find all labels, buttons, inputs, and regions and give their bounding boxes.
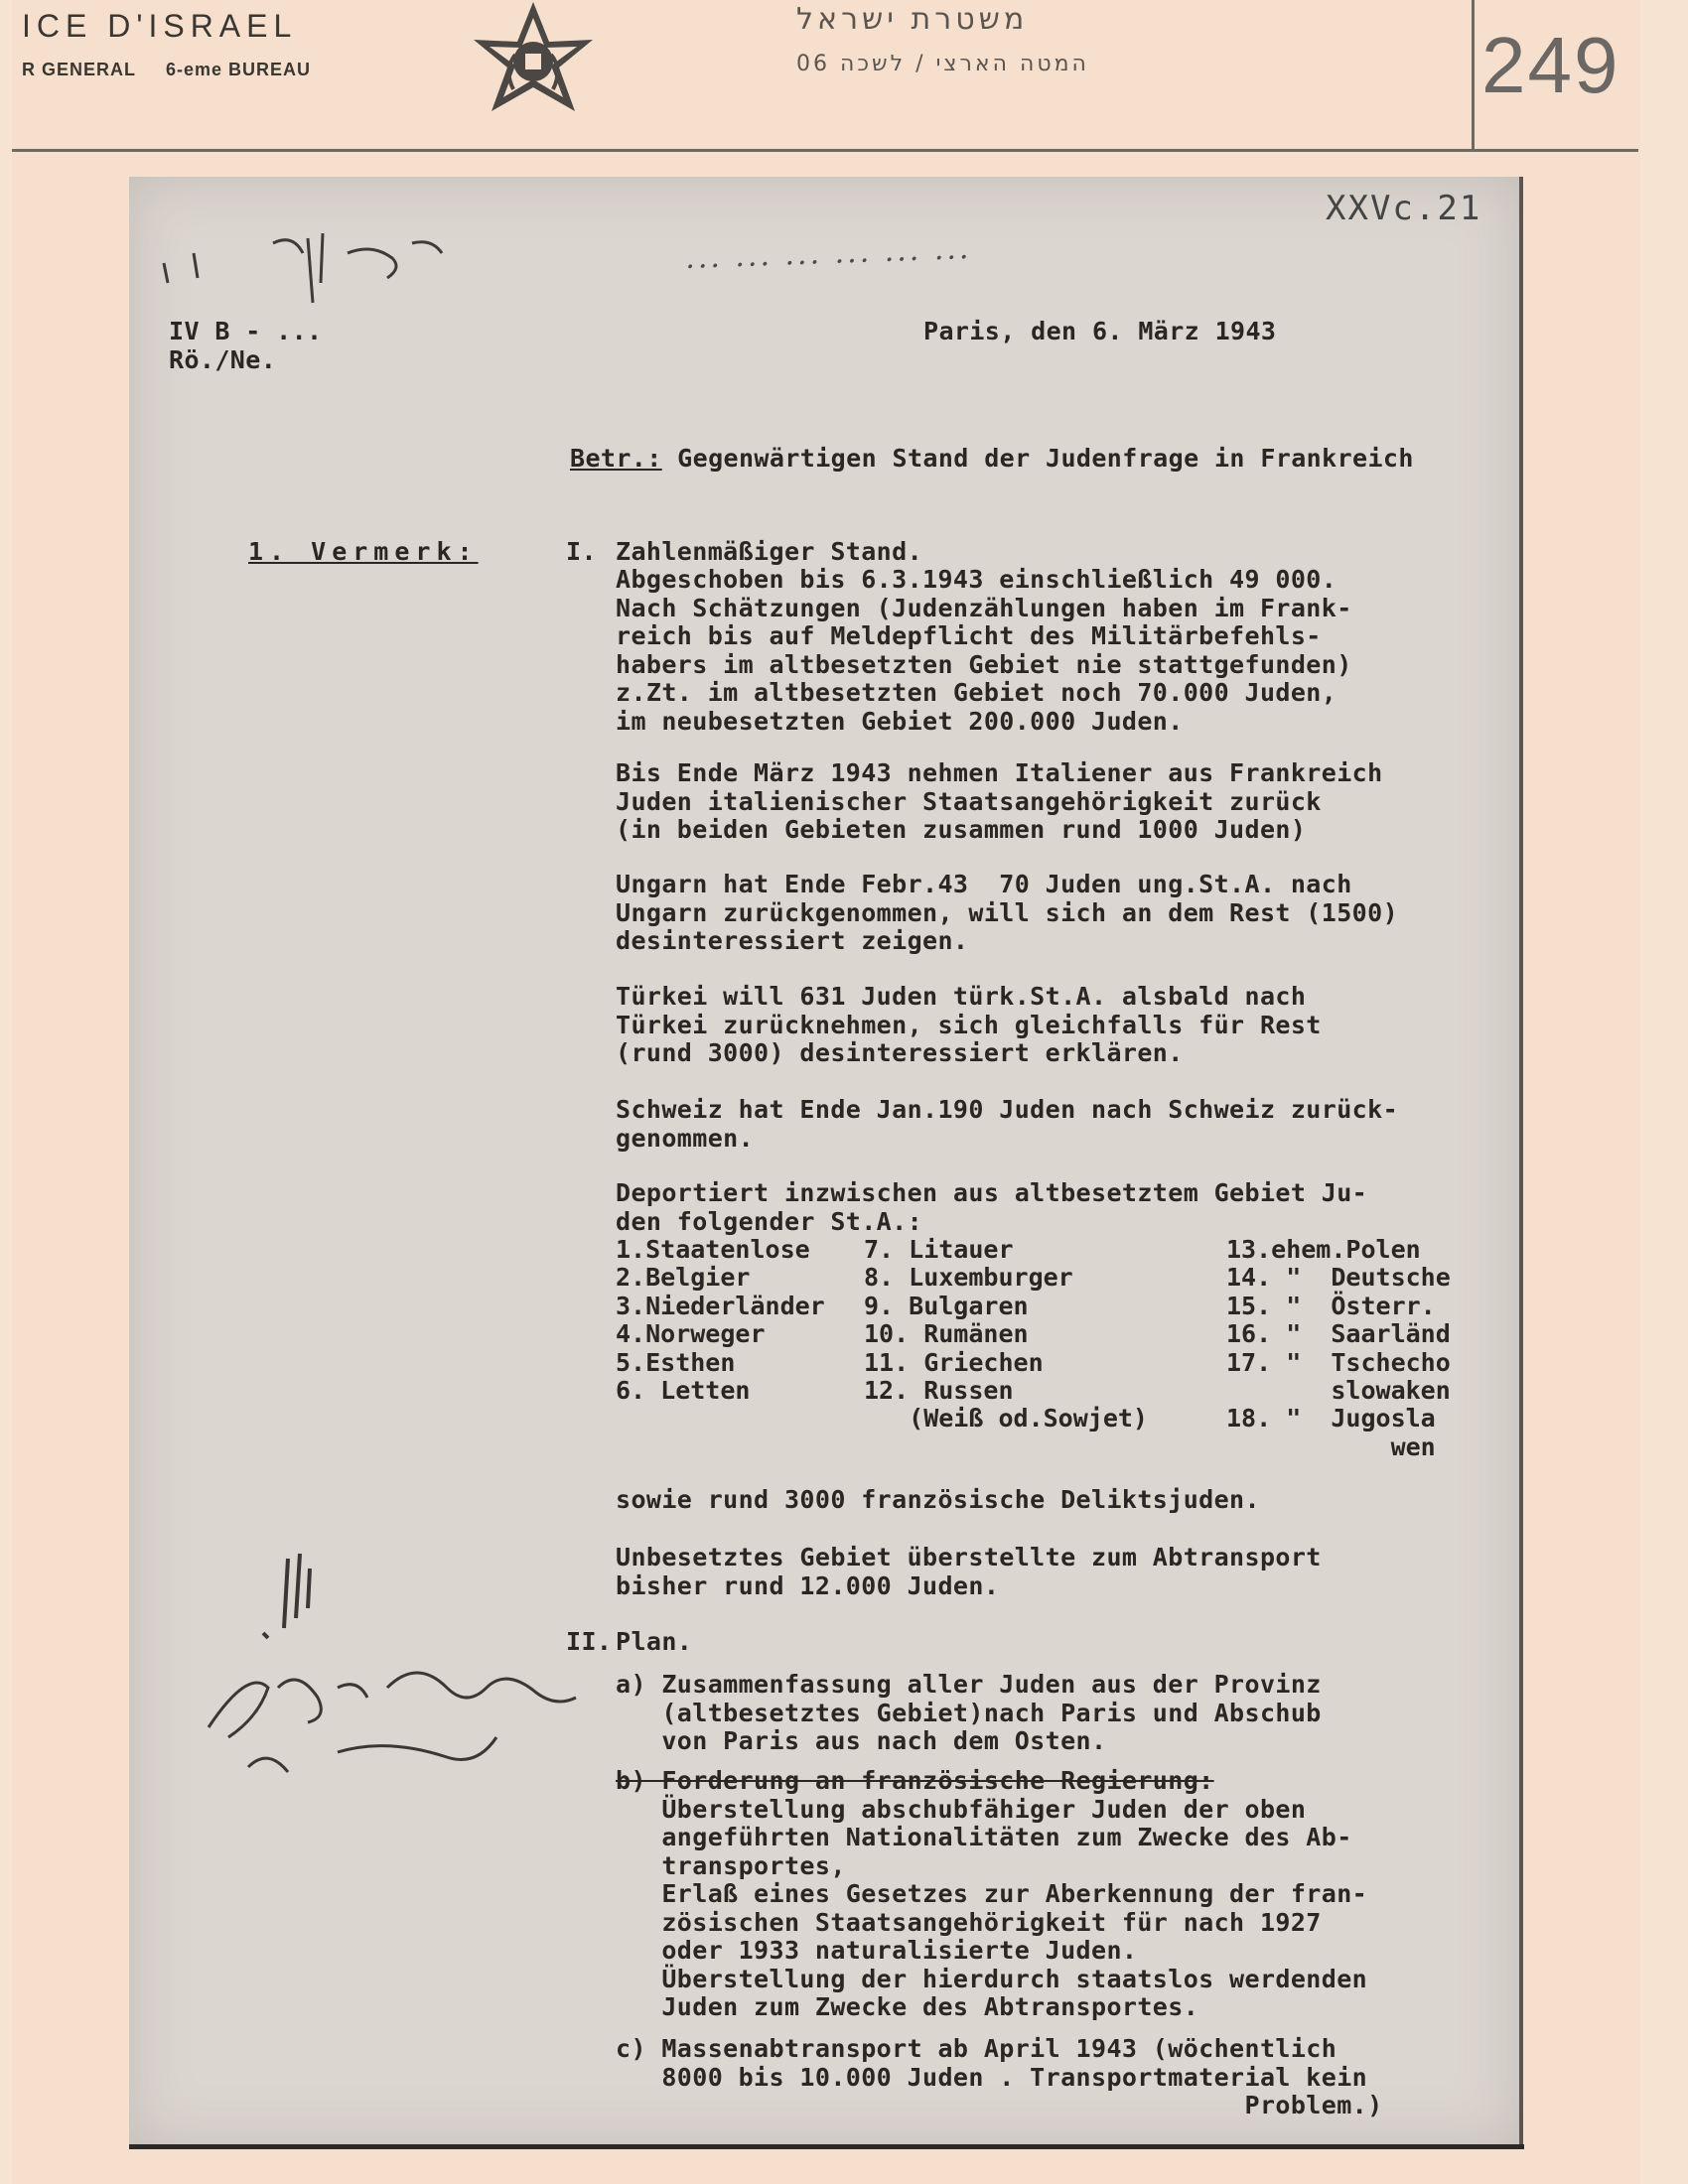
paragraph-criminal-jews: sowie rund 3000 französische Deliktsjuden. (616, 1485, 1260, 1514)
section-2-numeral: II. (566, 1627, 613, 1656)
nationality-list-col1 (616, 1236, 825, 1405)
letterhead-subtitle-he: המטה הארצי / לשכה 06 (796, 52, 1089, 76)
list-item: (Weiß od.Sowjet) (864, 1404, 1148, 1433)
subject-line: Betr.: Gegenwärtigen Stand der Judenfrage in Frankreich (570, 444, 1414, 473)
memo-label: 1. Vermerk: (248, 537, 479, 566)
handwritten-scribble-icon (154, 223, 462, 313)
document-date: Paris, den 6. März 1943 (923, 317, 1277, 345)
paragraph-deported-nationalities: Deportiert inzwischen aus altbesetztem Gebiet Ju- den folgender St.A.: (616, 1178, 1368, 1236)
list-item: 10. Rumänen (864, 1319, 1029, 1349)
list-item: 14. " Deutsche (1226, 1263, 1451, 1293)
archive-reference: XXVc.21 (1326, 189, 1482, 228)
list-item: 8. Luxemburger (864, 1263, 1073, 1293)
list-item: 4.Norweger (616, 1319, 766, 1349)
list-item: 17. " Tschecho (1226, 1347, 1451, 1377)
section-1-heading: Zahlenmäßiger Stand. (616, 537, 923, 566)
list-item: 15. " Österr. (1226, 1291, 1436, 1320)
plan-item-b: b) Forderung an französische Regierung: Überstellung abschubfähiger Juden der oben angeführten Nationalitäten zum Zwecke des Ab- transportes, Erlaß eines Gesetzes zur Aberkennung der fran- zösischen Staatsangehörigkeit für nach 1927 oder 1933 naturalisierte Juden. Überstellung der hierdurch staatslos werdenden Juden zum Zwecke des Abtransportes. (616, 1766, 1368, 2021)
letterhead-title-fr: ICE D'ISRAEL (22, 8, 298, 44)
list-item: 2.Belgier (616, 1263, 751, 1293)
plan-item-a: a) Zusammenfassung aller Juden aus der Provinz (altbesetztes Gebiet)nach Paris und Abschub von Paris aus nach dem Osten. (616, 1670, 1322, 1755)
bottom-rule (129, 2144, 1524, 2149)
nationality-list-col2 (864, 1236, 1148, 1433)
list-item: 18. " Jugosla (1226, 1404, 1436, 1433)
list-item: 12. Russen (864, 1376, 1014, 1406)
list-item: 9. Bulgaren (864, 1291, 1029, 1320)
list-item: wen (1226, 1432, 1436, 1461)
letterhead-subtitle-fr: R GENERAL 6-eme BUREAU (22, 60, 312, 79)
paragraph-turkey: Türkei will 631 Juden türk.St.A. alsbald nach Türkei zurücknehmen, sich gleichfalls für Rest (rund 3000) desinteressiert erklären. (616, 982, 1322, 1067)
paragraph-switzerland: Schweiz hat Ende Jan.190 Juden nach Schweiz zurück- genommen. (616, 1095, 1399, 1153)
page-number: 249 (1481, 21, 1620, 109)
list-item: 6. Letten (616, 1376, 751, 1406)
nationality-list-col3 (1226, 1236, 1451, 1461)
police-star-emblem-icon (464, 0, 603, 134)
list-item: 16. " Saarländ (1226, 1319, 1451, 1349)
list-item: 13.ehem.Polen (1226, 1235, 1421, 1264)
list-item: 7. Litauer (864, 1235, 1014, 1264)
paragraph-hungary: Ungarn hat Ende Febr.43 70 Juden ung.St.A. nach Ungarn zurückgenommen, will sich an dem Rest (1500) desinteressiert zeigen. (616, 870, 1399, 955)
letterhead-title-he: משטרת ישראל (796, 2, 1029, 37)
plan-item-c: c) Massenabtransport ab April 1943 (wöchentlich 8000 bis 10.000 Juden . Transportmaterial kein Problem.) (616, 2034, 1383, 2119)
handwritten-signature-icon (189, 1539, 606, 1817)
paragraph-unoccupied-zone: Unbesetztes Gebiet überstellte zum Abtransport bisher rund 12.000 Juden. (616, 1543, 1322, 1600)
paragraph-deported-count: Abgeschoben bis 6.3.1943 einschließlich 49 000. Nach Schätzungen (Judenzählungen haben im Frank- reich bis auf Meldepflicht des Militärbefehls- habers im altbesetzten Gebiet nie stattgefunden) z.Zt. im altbesetzten Gebiet noch 70.000 Juden, im neubesetzten Gebiet 200.000 Juden. (616, 565, 1352, 736)
section-1-numeral: I. (566, 537, 597, 566)
section-2-heading: Plan. (616, 1627, 693, 1656)
list-item: 5.Esthen (616, 1347, 736, 1377)
list-item: 3.Niederländer (616, 1291, 825, 1320)
reference-code: IV B - ... Rö./Ne. (169, 317, 323, 374)
handwritten-note: ... ... ... ... ... ... (684, 230, 972, 277)
list-item: 1.Staatenlose (616, 1235, 810, 1264)
list-item: 11. Griechen (864, 1347, 1044, 1377)
paragraph-italians: Bis Ende März 1943 nehmen Italiener aus Frankreich Juden italienischer Staatsangehörigkeit zurück (in beiden Gebieten zusammen rund 1000 Juden) (616, 758, 1383, 844)
letterhead (12, 0, 1472, 152)
list-item: slowaken (1226, 1376, 1451, 1406)
